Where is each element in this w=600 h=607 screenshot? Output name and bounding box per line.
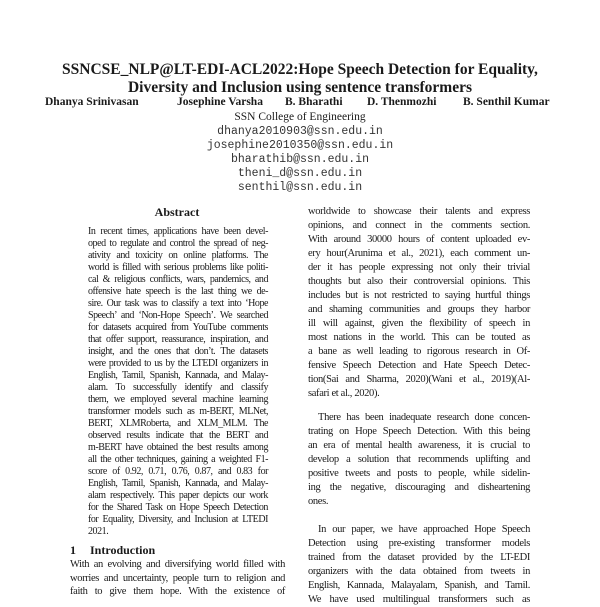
intro-body: [70, 558, 285, 599]
text-line: In our paper, we have approached Hope Speech: [318, 524, 530, 535]
text-line: trained from the dataset provided by the LT-EDI: [308, 552, 530, 563]
text-line: organizers with the data obtained from tweets in: [308, 566, 530, 577]
text-line: observed results indicate that the BERT and: [88, 430, 268, 441]
email: theni_d@ssn.edu.in: [237, 167, 363, 180]
text-line: Speech’ and ‘Non-Hope Speech’. We searched: [88, 310, 268, 321]
text-line: English, Tamil, Spanish, Kannada, and Malay-: [88, 370, 268, 381]
text-line: trating on Hope Speech Detection. With this being: [308, 426, 530, 437]
text-line: ing the negative, discouraging and disheartening: [308, 482, 530, 493]
email: dhanya2010903@ssn.edu.in: [217, 125, 383, 138]
affiliation: SSN College of Engineering: [234, 111, 366, 123]
section-heading: [70, 544, 169, 557]
text-line: and shaming communities and groups they harbor: [308, 304, 530, 315]
text-line: an era of mental health awareness, it is crucial to: [308, 440, 530, 451]
text-line: a bane as well leading to rigorous research in Of-: [308, 346, 530, 357]
text-line: Detection using pre-existing transformer models: [308, 538, 530, 549]
text-line: them, we employed several machine learning: [88, 394, 268, 405]
text-line: We have used multilingual transformers such as: [308, 594, 530, 605]
text-line: for datasets acquired from YouTube comments: [88, 322, 268, 333]
author-list: [0, 96, 600, 109]
section-title: Introduction: [90, 543, 156, 557]
email: senthil@ssn.edu.in: [237, 181, 363, 194]
text-line: With an evolving and diversifying world filled with: [70, 559, 285, 570]
text-line: transformer models such as m-BERT, MLNet,: [88, 406, 268, 417]
text-line: positive tweets and posts to people, while sidelin-: [308, 468, 530, 479]
author: D. Thenmozhi: [367, 96, 437, 108]
text-line: oped to regulate and control the spread of neg-: [88, 238, 268, 249]
email: josephine2010350@ssn.edu.in: [206, 139, 394, 152]
abstract-body: [88, 226, 268, 538]
author: Dhanya Srinivasan: [45, 96, 139, 108]
text-line: opinions, and connect in the comments section.: [308, 220, 530, 231]
paragraph: [308, 523, 530, 607]
email-list: [0, 125, 600, 195]
text-line: ery hour(Arunima et al., 2021), each comment un-: [308, 248, 530, 259]
text-line: In recent times, applications have been devel-: [88, 226, 268, 237]
paragraph: [308, 205, 530, 401]
text-line: faith to give them hope. With the existence of: [70, 586, 285, 598]
text-line: all the other techniques, gaining a weighted F1-: [88, 454, 268, 465]
text-line: alam respectively. This paper depicts our work: [88, 490, 268, 501]
text-line: There has been inadequate research done concen-: [318, 412, 530, 423]
text-line: ill will against, given the flexibility of speech in: [308, 318, 530, 329]
text-line: sire. Our task was to classify a text into ‘Hope: [88, 298, 268, 309]
text-line: safari et al., 2020).: [308, 388, 380, 399]
text-line: tion(Sai and Sharma, 2020)(Wani et al., 2019)(Al-: [308, 374, 530, 385]
text-line: that offer support, reassurance, inspiration, and: [88, 334, 268, 345]
text-line: were provided to us by the LTEDI organizers in: [88, 358, 268, 369]
text-line: most nations in the world. This can be touted as: [308, 332, 530, 343]
text-line: insight, and the ones that don’t. The datasets: [88, 346, 268, 357]
author: B. Bharathi: [285, 96, 343, 108]
title-line: Diversity and Inclusion using sentence transformers: [127, 79, 472, 96]
text-line: BERT, XLMRoberta, and XLM_MLM. The: [88, 418, 268, 429]
text-line: 2021.: [88, 526, 109, 537]
text-line: includes but is not restricted to saying hurtful things: [308, 290, 530, 301]
abstract-heading: Abstract: [154, 205, 200, 219]
text-line: ones.: [308, 496, 329, 507]
text-line: cal & religious conflicts, wars, pandemics, and: [88, 274, 268, 285]
author: B. Senthil Kumar: [463, 96, 550, 108]
text-line: der it has people expressing not only their trivial: [308, 262, 530, 273]
text-line: worldwide to showcase their talents and express: [308, 206, 530, 217]
email: bharathib@ssn.edu.in: [230, 153, 370, 166]
section-number: 1: [70, 543, 76, 557]
author: Josephine Varsha: [177, 96, 263, 108]
paper-title: [0, 61, 600, 97]
text-line: fensive Speech Detection and Hate Speech Detec-: [308, 360, 530, 371]
text-line: for Equality, Diversity, and Inclusion at LTEDI: [88, 514, 268, 525]
text-line: thoughts but also their controversial opinions. This: [308, 276, 530, 287]
text-line: ativity and toxicity on online platforms. The: [88, 250, 268, 261]
text-line: alam. To successfully identify and classify: [88, 382, 268, 393]
text-line: m-BERT have obtained the best results among: [88, 442, 268, 453]
title-line: SSNCSE_NLP@LT-EDI-ACL2022:Hope Speech Detection for Equality,: [62, 61, 538, 78]
text-line: develop a solution that recommends uplifting and: [308, 454, 530, 465]
text-line: With around 30000 hours of content uploaded ev-: [308, 234, 530, 245]
text-line: English, Tamil, Spanish, Kannada, and Malay-: [88, 478, 268, 489]
text-line: for the Shared Task on Hope Speech Detection: [88, 502, 268, 513]
text-line: world is filled with serious problems like politi-: [88, 262, 268, 273]
text-line: English, Kannada, Malayalam, Spanish, and Tamil.: [308, 580, 530, 591]
text-line: offensive hate speech is the last thing we de-: [88, 286, 268, 297]
paragraph: [308, 411, 530, 509]
text-line: score of 0.92, 0.71, 0.76, 0.87, and 0.83 for: [88, 466, 268, 477]
text-line: worries and uncertainty, people turn to religion and: [70, 572, 285, 584]
